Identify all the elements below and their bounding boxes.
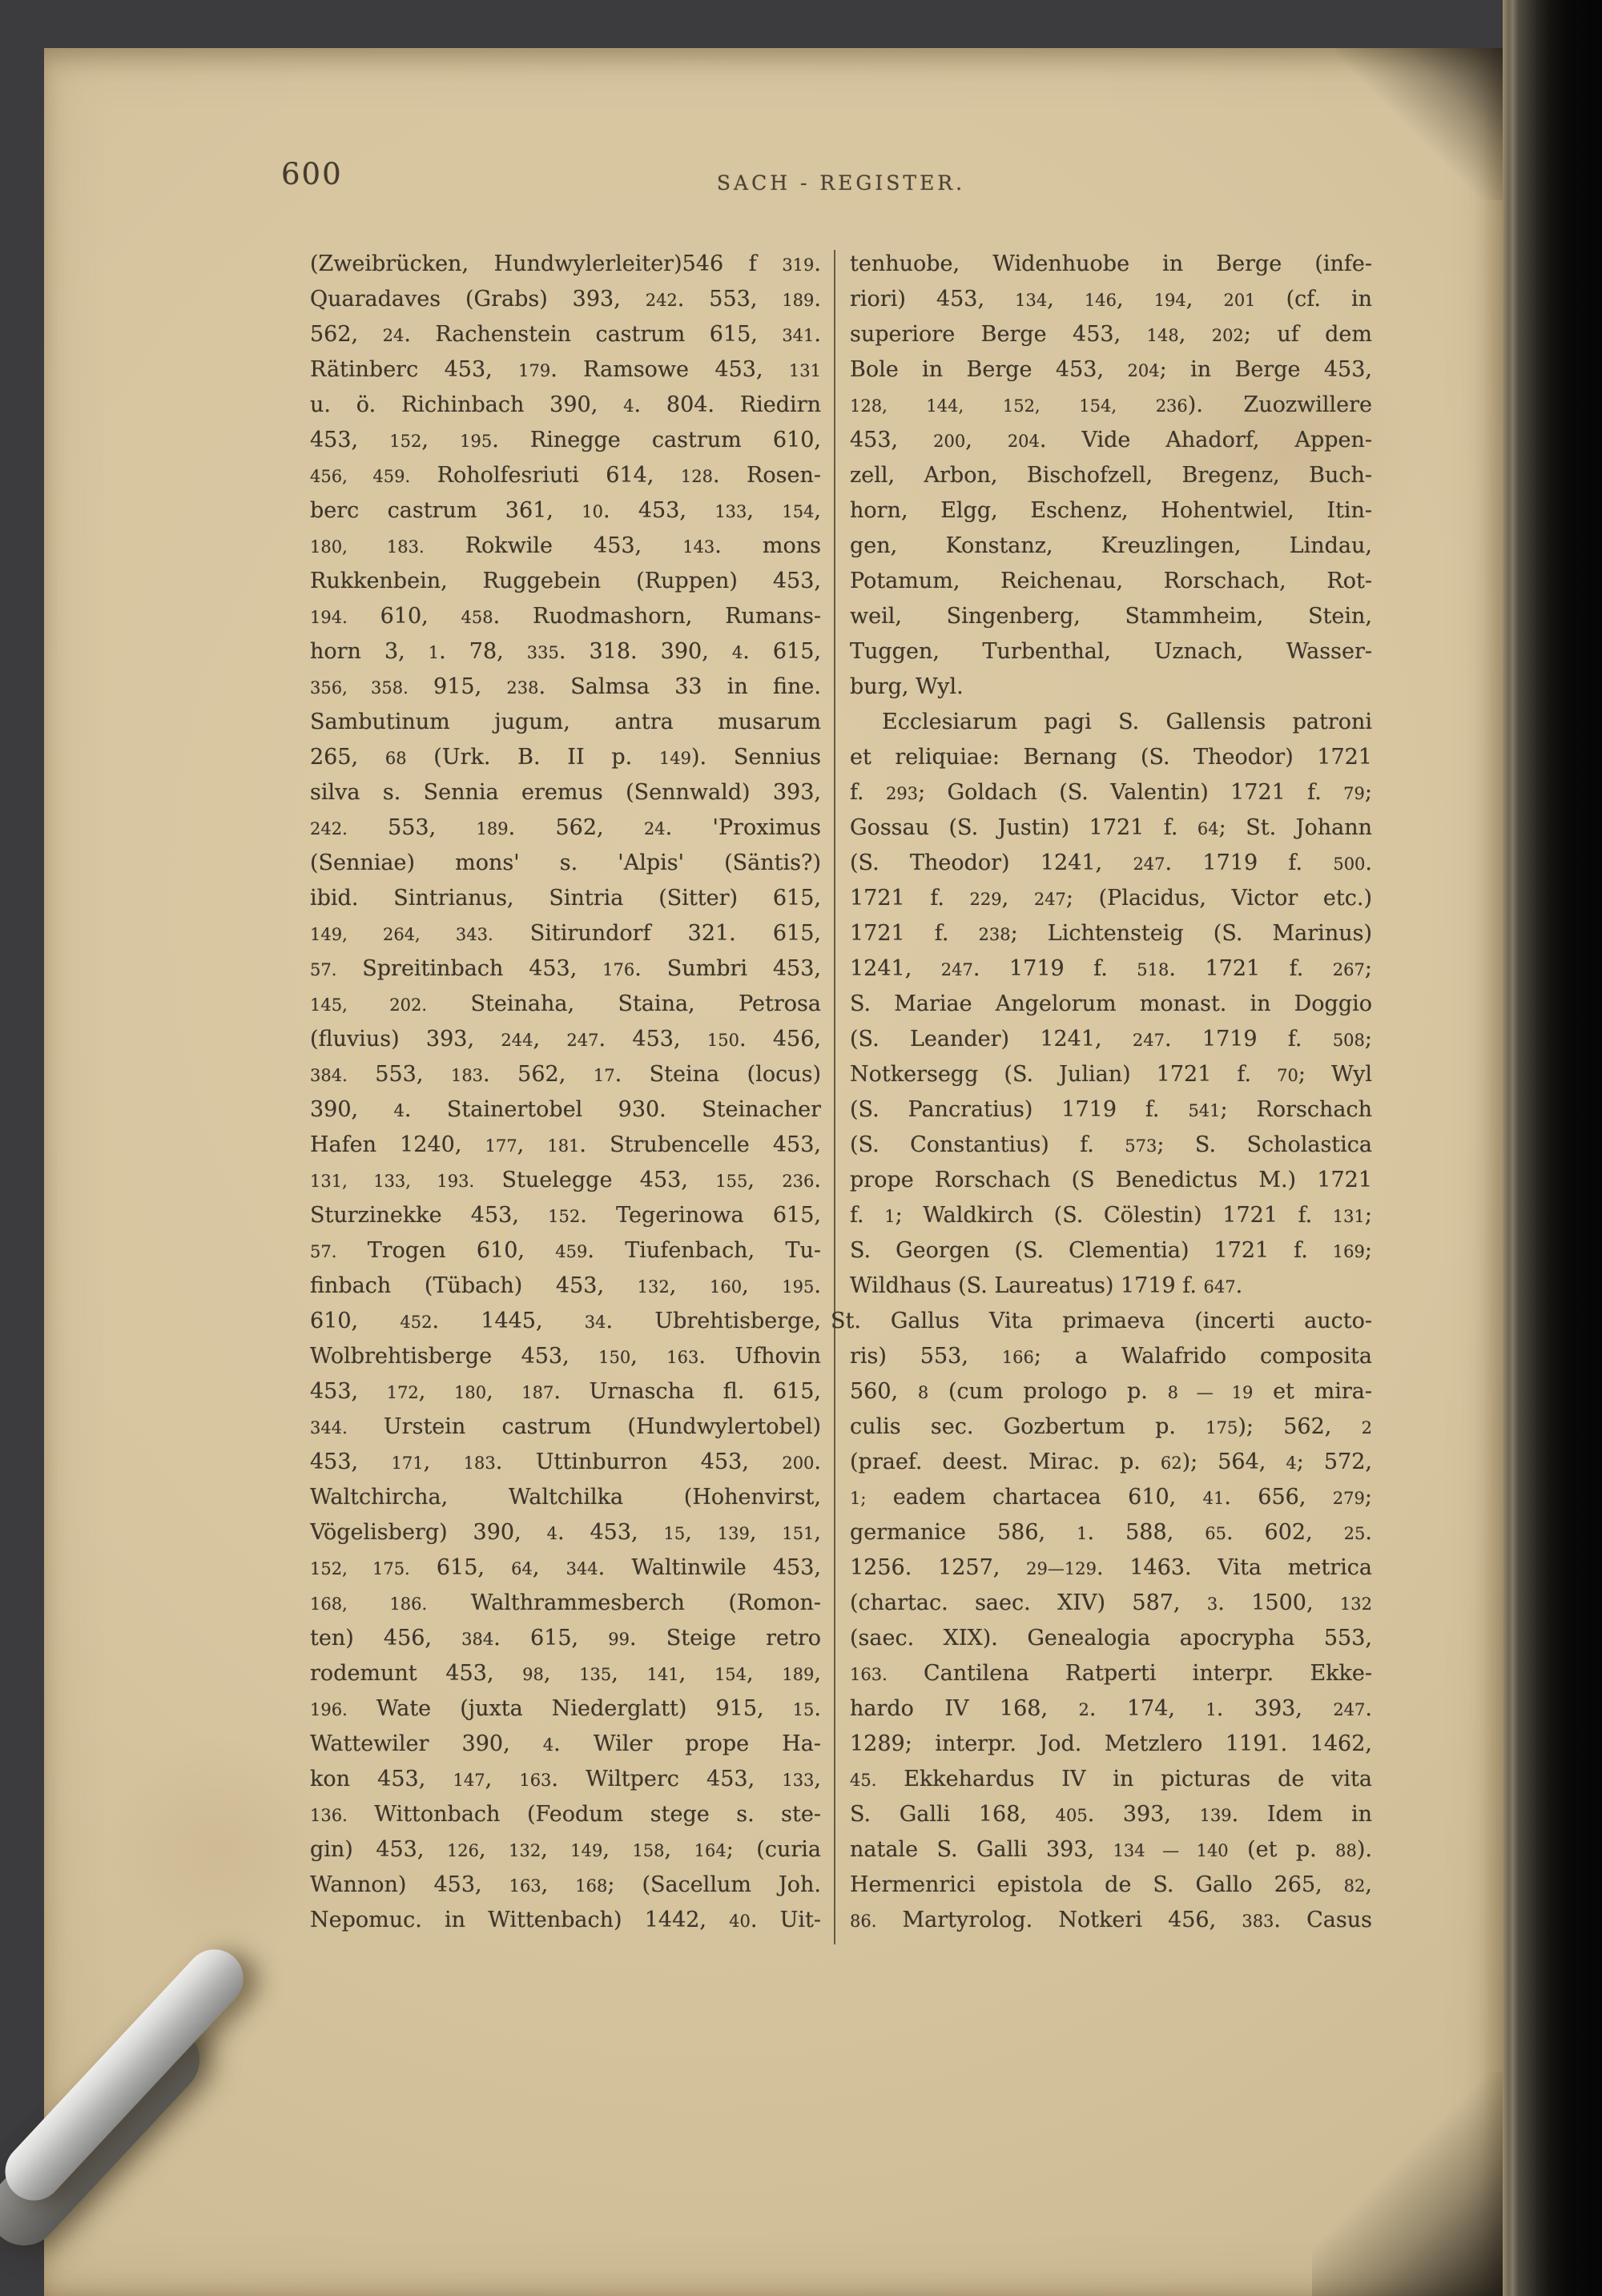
text-line: 610, 452. 1445, 34. Ubrehtisberge, bbox=[310, 1309, 821, 1333]
text-line: Hafen 1240, 177, 181. Strubencelle 453, bbox=[310, 1132, 821, 1157]
text-line: 180, 183. Rokwile 453, 143. mons bbox=[310, 533, 821, 558]
text-line: 136. Wittonbach (Feodum stege s. ste- bbox=[310, 1802, 821, 1827]
text-line: Nepomuc. in Wittenbach) 1442, 40. Uit- bbox=[310, 1908, 821, 1932]
text-line: 356, 358. 915, 238. Salmsa 33 in fine. bbox=[310, 674, 821, 699]
text-line: 560, 8 (cum prologo p. 8 — 19 et mira- bbox=[850, 1379, 1372, 1404]
text-line: (saec. XIX). Genealogia apocrypha 553, bbox=[850, 1626, 1372, 1651]
text-line: (Senniae) mons' s. 'Alpis' (Säntis?) bbox=[310, 850, 821, 875]
text-line: Vögelisberg) 390, 4. 453, 15, 139, 151, bbox=[310, 1520, 821, 1545]
text-line: 168, 186. Walthrammesberch (Romon- bbox=[310, 1590, 821, 1615]
text-line: S. Mariae Angelorum monast. in Doggio bbox=[850, 991, 1372, 1016]
text-line: (chartac. saec. XIV) 587, 3. 1500, 132 bbox=[850, 1590, 1372, 1615]
text-line: tenhuobe, Widenhuobe in Berge (infe- bbox=[850, 251, 1372, 276]
text-line: 1721 f. 238; Lichtensteig (S. Marinus) bbox=[850, 921, 1372, 946]
text-line: 265, 68 (Urk. B. II p. 149). Sennius bbox=[310, 745, 821, 770]
text-line: Bole in Berge 453, 204; in Berge 453, bbox=[850, 357, 1372, 382]
text-line: ibid. Sintrianus, Sintria (Sitter) 615, bbox=[310, 886, 821, 911]
text-line: 453, 152, 195. Rinegge castrum 610, bbox=[310, 428, 821, 452]
text-line: hardo IV 168, 2. 174, 1. 393, 247. bbox=[850, 1696, 1372, 1721]
text-line: 57. Spreitinbach 453, 176. Sumbri 453, bbox=[310, 956, 821, 981]
text-line: 128, 144, 152, 154, 236). Zuozwillere bbox=[850, 392, 1372, 417]
text-line: u. ö. Richinbach 390, 4. 804. Riedirn bbox=[310, 392, 821, 417]
text-line: Wattewiler 390, 4. Wiler prope Ha- bbox=[310, 1731, 821, 1756]
text-line: ten) 456, 384. 615, 99. Steige retro bbox=[310, 1626, 821, 1651]
text-line: 86. Martyrolog. Notkeri 456, 383. Casus bbox=[850, 1908, 1372, 1932]
text-line: horn 3, 1. 78, 335. 318. 390, 4. 615, bbox=[310, 639, 821, 664]
text-line: silva s. Sennia eremus (Sennwald) 393, bbox=[310, 780, 821, 805]
index-column-right bbox=[831, 247, 1372, 1938]
text-line: 1241, 247. 1719 f. 518. 1721 f. 267; bbox=[850, 956, 1372, 981]
text-line: Tuggen, Turbenthal, Uznach, Wasser- bbox=[850, 639, 1372, 664]
text-line: horn, Elgg, Eschenz, Hohentwiel, Itin- bbox=[850, 498, 1372, 523]
column-divider bbox=[834, 250, 835, 1944]
page-corner-shadow-bottom bbox=[1312, 2072, 1504, 2296]
text-line: 242. 553, 189. 562, 24. 'Proximus bbox=[310, 815, 821, 840]
text-line: ris) 553, 166; a Walafrido composita bbox=[850, 1344, 1372, 1369]
text-line: 194. 610, 458. Ruodmashorn, Rumans- bbox=[310, 604, 821, 629]
text-line: gin) 453, 126, 132, 149, 158, 164; (curia bbox=[310, 1837, 821, 1862]
text-line: Wolbrehtisberge 453, 150, 163. Ufhovin bbox=[310, 1344, 821, 1369]
text-line: 196. Wate (juxta Niederglatt) 915, 15. bbox=[310, 1696, 821, 1721]
text-line: 1721 f. 229, 247; (Placidus, Victor etc.) bbox=[850, 886, 1372, 911]
text-line: 131, 133, 193. Stuelegge 453, 155, 236. bbox=[310, 1168, 821, 1192]
text-line: prope Rorschach (S Benedictus M.) 1721 bbox=[850, 1168, 1372, 1192]
text-line: Waltchircha, Waltchilka (Hohenvirst, bbox=[310, 1485, 821, 1510]
text-line: (S. Constantius) f. 573; S. Scholastica bbox=[850, 1132, 1372, 1157]
text-line: (Zweibrücken, Hundwylerleiter)546 f 319. bbox=[310, 251, 821, 276]
text-line: Gossau (S. Justin) 1721 f. 64; St. Johann bbox=[850, 815, 1372, 840]
text-line: S. Galli 168, 405. 393, 139. Idem in bbox=[850, 1802, 1372, 1827]
text-line: 1; eadem chartacea 610, 41. 656, 279; bbox=[850, 1485, 1372, 1510]
page-number: 600 bbox=[281, 157, 343, 191]
text-line: Wildhaus (S. Laureatus) 1719 f. 647. bbox=[850, 1273, 1243, 1298]
text-line: (praef. deest. Mirac. p. 62); 564, 4; 572, bbox=[850, 1450, 1372, 1474]
text-line: (fluvius) 393, 244, 247. 453, 150. 456, bbox=[310, 1027, 821, 1051]
text-line: finbach (Tübach) 453, 132, 160, 195. bbox=[310, 1273, 821, 1298]
text-line: 453, 172, 180, 187. Urnascha fl. 615, bbox=[310, 1379, 821, 1404]
text-line: (S. Leander) 1241, 247. 1719 f. 508; bbox=[850, 1027, 1372, 1051]
text-line: berc castrum 361, 10. 453, 133, 154, bbox=[310, 498, 821, 523]
book-fore-edge bbox=[1503, 0, 1602, 2296]
text-line: rodemunt 453, 98, 135, 141, 154, 189, bbox=[310, 1661, 821, 1686]
index-column-left bbox=[310, 247, 821, 1938]
text-line: weil, Singenberg, Stammheim, Stein, bbox=[850, 604, 1372, 629]
text-line: 344. Urstein castrum (Hundwylertobel) bbox=[310, 1414, 821, 1439]
text-line: zell, Arbon, Bischofzell, Bregenz, Buch- bbox=[850, 463, 1372, 488]
text-line: Potamum, Reichenau, Rorschach, Rot- bbox=[850, 569, 1372, 593]
text-line: Rukkenbein, Ruggebein (Ruppen) 453, bbox=[310, 569, 821, 593]
text-line: 163. Cantilena Ratperti interpr. Ekke- bbox=[850, 1661, 1372, 1686]
text-line: Ecclesiarum pagi S. Gallensis patroni bbox=[882, 710, 1372, 734]
text-line: 152, 175. 615, 64, 344. Waltinwile 453, bbox=[310, 1555, 821, 1580]
text-line: 1289; interpr. Jod. Metzlero 1191. 1462, bbox=[850, 1731, 1372, 1756]
text-line: 57. Trogen 610, 459. Tiufenbach, Tu- bbox=[310, 1238, 821, 1263]
text-line: 453, 200, 204. Vide Ahadorf, Appen- bbox=[850, 428, 1372, 452]
text-line: 145, 202. Steinaha, Staina, Petrosa bbox=[310, 991, 821, 1016]
text-line: Notkersegg (S. Julian) 1721 f. 70; Wyl bbox=[850, 1062, 1372, 1087]
book-page bbox=[44, 48, 1504, 2296]
text-line: f. 1; Waldkirch (S. Cölestin) 1721 f. 131; bbox=[850, 1203, 1372, 1228]
text-line: kon 453, 147, 163. Wiltperc 453, 133, bbox=[310, 1767, 821, 1791]
text-line: et reliquiae: Bernang (S. Theodor) 1721 bbox=[850, 745, 1372, 770]
text-line: 149, 264, 343. Sitirundorf 321. 615, bbox=[310, 921, 821, 946]
page-header: SACH - REGISTER. bbox=[716, 171, 966, 195]
text-line: (S. Theodor) 1241, 247. 1719 f. 500. bbox=[850, 850, 1372, 875]
text-line: Rätinberc 453, 179. Ramsowe 453, 131 bbox=[310, 357, 821, 382]
text-line: superiore Berge 453, 148, 202; uf dem bbox=[850, 322, 1372, 347]
text-line: St. Gallus Vita primaeva (incerti aucto- bbox=[831, 1309, 1372, 1333]
text-line: Quaradaves (Grabs) 393, 242. 553, 189. bbox=[310, 287, 821, 312]
text-line: culis sec. Gozbertum p. 175); 562, 2 bbox=[850, 1414, 1372, 1439]
text-line: riori) 453, 134, 146, 194, 201 (cf. in bbox=[850, 287, 1372, 312]
text-line: 456, 459. Roholfesriuti 614, 128. Rosen- bbox=[310, 463, 821, 488]
text-line: 453, 171, 183. Uttinburron 453, 200. bbox=[310, 1450, 821, 1474]
text-line: 45. Ekkehardus IV in picturas de vita bbox=[850, 1767, 1372, 1791]
text-line: natale S. Galli 393, 134 — 140 (et p. 88). bbox=[850, 1837, 1372, 1862]
text-line: gen, Konstanz, Kreuzlingen, Lindau, bbox=[850, 533, 1372, 558]
text-line: Hermenrici epistola de S. Gallo 265, 82, bbox=[850, 1872, 1372, 1897]
text-line: burg, Wyl. bbox=[850, 674, 964, 699]
text-line: S. Georgen (S. Clementia) 1721 f. 169; bbox=[850, 1238, 1372, 1263]
page-corner-shadow-top bbox=[1336, 48, 1504, 200]
text-line: germanice 586, 1. 588, 65. 602, 25. bbox=[850, 1520, 1372, 1545]
text-line: Wannon) 453, 163, 168; (Sacellum Joh. bbox=[310, 1872, 821, 1897]
text-line: f. 293; Goldach (S. Valentin) 1721 f. 79; bbox=[850, 780, 1372, 805]
text-line: 562, 24. Rachenstein castrum 615, 341. bbox=[310, 322, 821, 347]
text-line: 384. 553, 183. 562, 17. Steina (locus) bbox=[310, 1062, 821, 1087]
text-line: (S. Pancratius) 1719 f. 541; Rorschach bbox=[850, 1097, 1372, 1122]
text-line: 1256. 1257, 29—129. 1463. Vita metrica bbox=[850, 1555, 1372, 1580]
text-line: 390, 4. Stainertobel 930. Steinacher bbox=[310, 1097, 821, 1122]
text-line: Sturzinekke 453, 152. Tegerinowa 615, bbox=[310, 1203, 821, 1228]
text-line: Sambutinum jugum, antra musarum bbox=[310, 710, 821, 734]
